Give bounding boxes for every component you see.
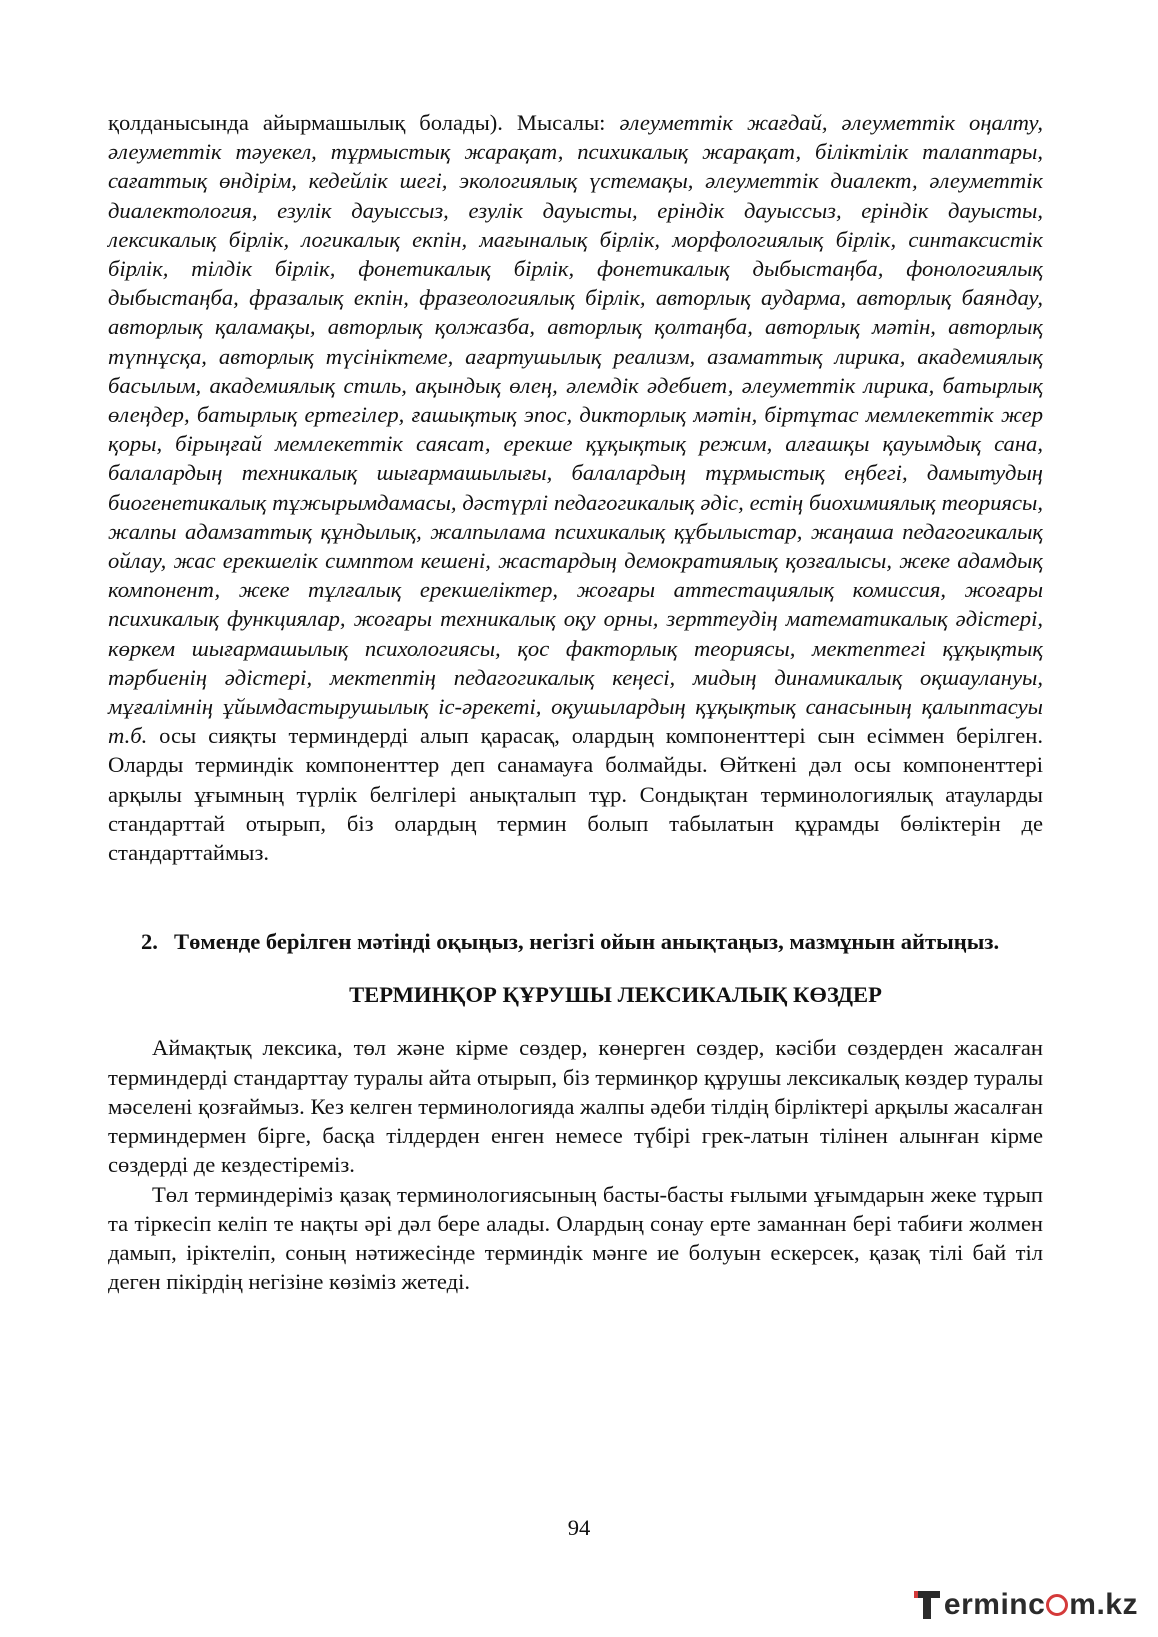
task-heading bbox=[108, 927, 1043, 956]
page-number: 94 bbox=[567, 1515, 591, 1540]
watermark-o-ring-icon bbox=[1046, 1594, 1068, 1616]
watermark-prefix: ermin bbox=[943, 1588, 1029, 1621]
body-paragraph-2: Төл терминдеріміз қазақ терминологиясының басты-басты ғылыми ұғымдарын жеке тұрып та тіркесіп келіп те нақты әрі дәл бере алады. Олардың сонау ерте заманнан бері табиғи жолмен дамып, іріктеліп, соның нәтижесінде терминдік мәнге ие болуын ескерсек, қазақ тілі бай тіл деген пікірдің негізіне көзіміз жетеді. bbox=[108, 1181, 1043, 1295]
document-page bbox=[108, 108, 1043, 1296]
task-number: 2. bbox=[141, 929, 158, 955]
site-watermark[interactable] bbox=[912, 1583, 1138, 1627]
section-title: ТЕРМИНҚОР ҚҰРУШЫ ЛЕКСИКАЛЫҚ КӨЗДЕР bbox=[349, 982, 882, 1008]
watermark-letter-c: c bbox=[1028, 1588, 1046, 1621]
paragraph-examples bbox=[108, 108, 1043, 867]
paragraph-examples-italic: әлеуметтік жағдай, әлеуметтік оңалту, әлеуметтік тәуекел, тұрмыстық жарақат, психикалық жарақат, біліктілік талаптары, сағаттық өндірім, кедейлік шегі, экологиялық үстемақы, әлеуметтік диалект, әлеуметтік диалектология, езулік дауыссыз, езулік дауысты, еріндік дауыссыз, еріндік дауысты, лексикалық бірлік, логикалық екпін, мағыналық бірлік, морфологиялық бірлік, синтаксистік бірлік, тілдік бірлік, фонетикалық бірлік, фонетикалық дыбыстаңба, фонологиялық дыбыстаңба, фразалық екпін, фразеологиялық бірлік, авторлық аударма, авторлық баяндау, авторлық қаламақы, авторлық қолжазба, авторлық қолтаңба, авторлық мәтін, авторлық түпнұсқа, авторлық түсініктеме, ағартушылық реализм, азаматтық лирика, академиялық басылым, академиялық стиль, ақындық өлең, әлемдік әдебиет, әлеуметтік лирика, батырлық өлеңдер, батырлық ертегілер, ғашықтық эпос, дикторлық мәтін, біртұтас мемлекеттік жер қоры, бірыңғай мемлекеттік саясат, ерекше құқықтық режим, алғашқы қауымдық сана, балалардың техникалық шығармашылығы, балалардың тұрмыстық еңбегі, дамытудың биогенетикалық тұжырымдамасы, дәстүрлі педагогикалық әдіс, естің биохимиялық теориясы, жалпы адамзаттық құндылық, жалпылама психикалық құбылыстар, жаңаша педагогикалық ойлау, жас ерекшелік симптом кешені, жастардың демократиялық қозғалысы, жеке адамдық компонент, жеке тұлғалық ерекшеліктер, жоғары аттестациялық комиссия, жоғары психикалық функциялар, жоғары техникалық оқу орны, зерттеудің математикалық әдістері, көркем шығармашылық психологиясы, қос факторлық теориясы, мектептегі құқықтық тәрбиенің әдістері, мектептің педагогикалық кеңесі, мидың динамикалық оқшаулануы, мұғалімнің ұйымдастырушылық іс-әрекеті, оқушылардың құқықтық санасының қалыптасуы т.б. bbox=[108, 110, 1043, 749]
paragraph-tail-text: осы сияқты терминдерді алып қарасақ, олардың компоненттері сын есіммен берілген. Оларды терминдік компоненттер деп санамауға болмайды. Өйткені дәл осы компоненттері арқылы ұғымның түрлік белгілері анықталып тұр. Сондықтан терминологиялық атауларды стандарттай отырып, біз олардың термин болып табылатын құрамды бөліктерін де стандарттаймыз. bbox=[108, 723, 1043, 866]
watermark-suffix: m.kz bbox=[1069, 1588, 1138, 1621]
body-paragraph-1: Аймақтық лексика, төл және кірме сөздер, көнерген сөздер, кәсіби сөздерден жасалған терминдерді стандарттау туралы айта отырып, біз терминқор құрушы лексикалық көздер туралы мәселені қозғаймыз. Кез келген терминологияда жалпы әдеби тілдің бірліктері арқылы жасалған терминдермен бірге, басқа тілдерден енген немесе түбірі грек-латын тілінен алынған кірме сөздерді де кездестіреміз. bbox=[108, 1035, 1043, 1178]
task-text: Төменде берілген мәтінді оқыңыз, негізгі ойын анықтаңыз, мазмұнын айтыңыз. bbox=[174, 929, 1000, 955]
t-letter-icon bbox=[912, 1588, 942, 1622]
paragraph-lead-text: қолданысында айырмашылық болады). Мысалы: bbox=[108, 110, 620, 135]
